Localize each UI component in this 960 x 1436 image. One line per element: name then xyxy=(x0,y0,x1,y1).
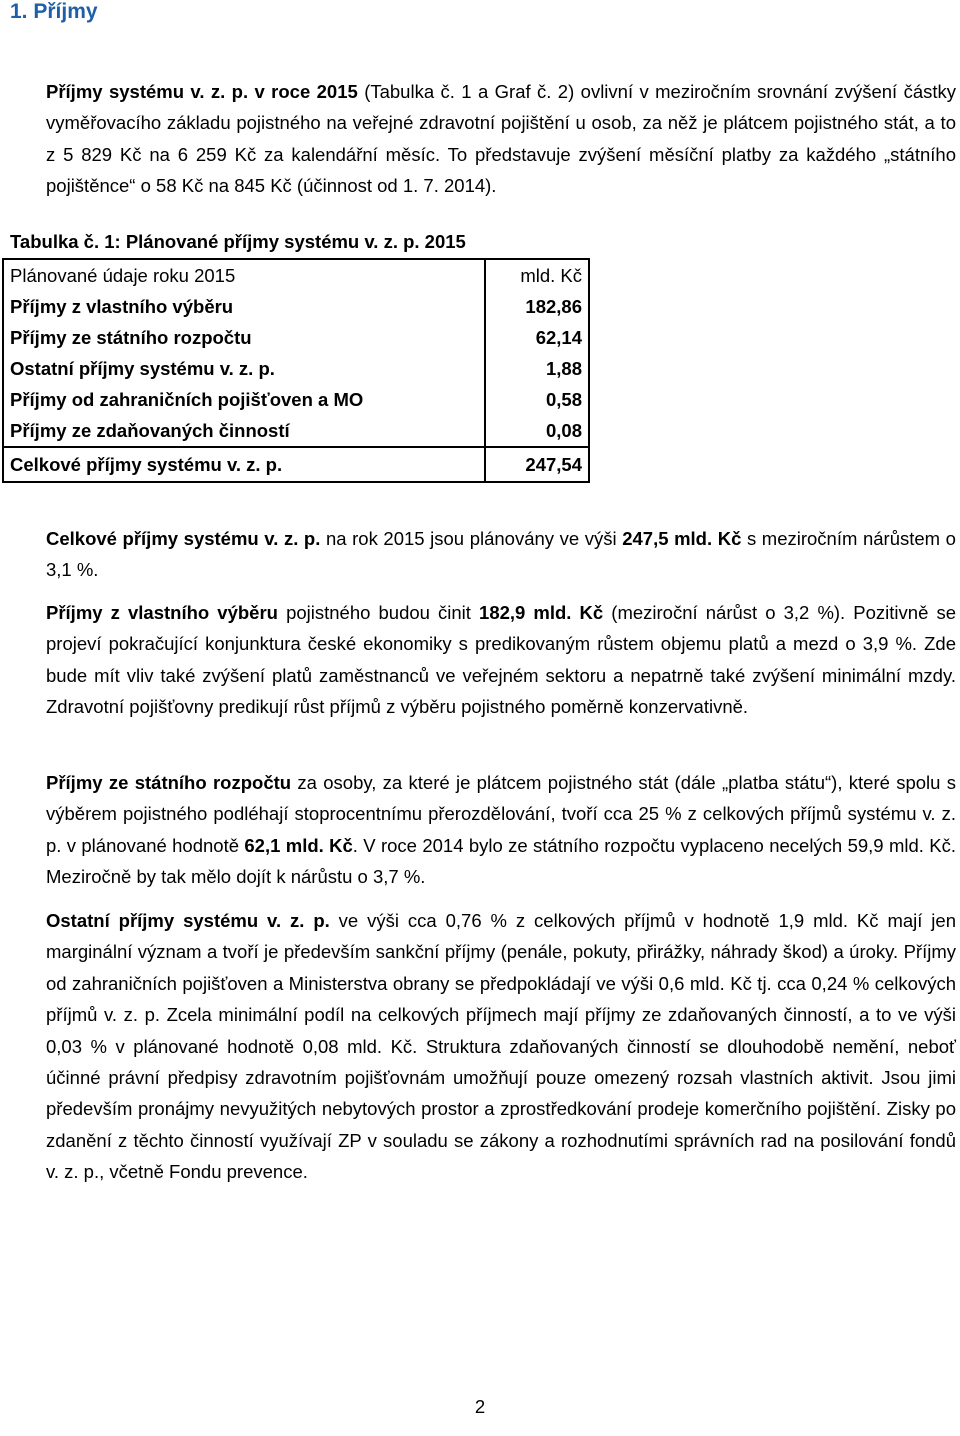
table-caption: Tabulka č. 1: Plánované příjmy systému v. z. p. 2015 xyxy=(10,231,466,252)
state-budget-paragraph xyxy=(10,767,956,893)
total-label: Celkové příjmy systému v. z. p. xyxy=(3,447,485,482)
table-row xyxy=(3,415,589,447)
row-label: Ostatní příjmy systému v. z. p. xyxy=(3,353,485,384)
page-number: 2 xyxy=(474,1396,486,1417)
intro-text: (Tabulka č. 1 a Graf č. 2) ovlivní v meziročním srovnání zvýšení částky vyměřovacího základu pojistného na veřejné zdravotní pojištění u osob, za něž je plátcem pojistného stát, a to z 5 829 Kč na 6 259 Kč za kalendářní měsíc. To představuje zvýšení měsíční platby za každého „státního pojištěnce“ o 58 Kč na 845 Kč (účinnost od 1. 7. 2014). xyxy=(46,81,957,197)
own-text-2: (meziroční nárůst o 3,2 %). Pozitivně se projeví pokračující konjunktura české ekonomiky s predikovaným růstem objemu platů a mezd o 3,9 %. Zde bude mít vliv také zvýšení platů zaměstnanců ve veřejném sektoru a nepatrně také zvýšení minimální mzdy. Zdravotní pojišťovny predikují růst příjmů z výběru pojistného poměrně konzervativně. xyxy=(46,602,956,718)
state-lead: Příjmy ze státního rozpočtu xyxy=(46,772,292,793)
row-value: 0,58 xyxy=(485,384,589,415)
section-heading: 1. Příjmy xyxy=(10,0,98,23)
table-row xyxy=(3,384,589,415)
total-value: 247,54 xyxy=(485,447,589,482)
total-paragraph xyxy=(10,523,956,586)
total-text-2: s meziročním nárůstem o 3,1 %. xyxy=(46,528,956,581)
own-lead: Příjmy z vlastního výběru xyxy=(46,602,278,623)
state-amount: 62,1 mld. Kč xyxy=(244,834,353,856)
other-lead: Ostatní příjmy systému v. z. p. xyxy=(46,910,330,931)
row-value: 0,08 xyxy=(485,415,589,447)
state-text-1: za osoby, za které je plátcem pojistného stát (dále „platba státu“), které spolu s výběrem pojistného podléhají stoprocentnímu přerozdělování, tvoří cca 25 % z celkových příjmů systému v. z. p. v plánované hodnotě xyxy=(46,772,956,856)
table-row xyxy=(3,353,589,384)
intro-lead: Příjmy systému v. z. p. v roce 2015 xyxy=(46,81,358,102)
other-revenue-paragraph xyxy=(10,905,956,1188)
revenue-table xyxy=(2,258,590,483)
own-amount: 182,9 mld. Kč xyxy=(479,602,604,623)
row-label: Příjmy ze zdaňovaných činností xyxy=(3,415,485,447)
row-label: Příjmy od zahraničních pojišťoven a MO xyxy=(3,384,485,415)
intro-paragraph xyxy=(10,76,956,202)
own-text-1: pojistného budou činit xyxy=(277,602,480,623)
state-text-2: . V roce 2014 bylo ze státního rozpočtu vyplaceno necelých 59,9 mld. Kč. Meziročně by tak mělo dojít k nárůstu o 3,7 %. xyxy=(46,834,956,888)
header-label: Plánované údaje roku 2015 xyxy=(3,259,485,291)
total-amount: 247,5 mld. Kč xyxy=(622,528,742,549)
header-unit: mld. Kč xyxy=(485,259,589,291)
row-value: 1,88 xyxy=(485,353,589,384)
table-row xyxy=(3,322,589,353)
total-lead: Celkové příjmy systému v. z. p. xyxy=(46,528,321,549)
row-label: Příjmy z vlastního výběru xyxy=(3,291,485,322)
own-collection-paragraph xyxy=(10,597,956,723)
table-row xyxy=(3,291,589,322)
row-value: 182,86 xyxy=(485,291,589,322)
table-total-row xyxy=(3,447,589,482)
other-text: ve výši cca 0,76 % z celkových příjmů v hodnotě 1,9 mld. Kč mají jen marginální význam a tvoří je především sankční příjmy (penále, pokuty, přirážky, náhrady škod) a úroky. Příjmy od zahraničních pojišťoven a Ministerstva obrany se předpokládají ve výši 0,6 mld. Kč tj. cca 0,24 % celkových příjmů v. z. p. Zcela minimální podíl na celkových příjmech mají příjmy ze zdaňovaných činností, a to ve výši 0,03 % v plánované hodnotě 0,08 mld. Kč. Struktura zdaňovaných činností se dlouhodobě nemění, neboť účinné právní předpisy zdravotním pojišťovnám umožňují pouze omezený rozsah vlastních aktivit. Jsou jimi především pronájmy nevyužitých nebytových prostor a zprostředkování prodeje komerčního pojištění. Zisky po zdanění z těchto činností využívají ZP v souladu se zákony a rozhodnutími správních rad na posilování fondů v. z. p., včetně Fondu prevence. xyxy=(46,910,956,1183)
row-label: Příjmy ze státního rozpočtu xyxy=(3,322,485,353)
row-value: 62,14 xyxy=(485,322,589,353)
table-header-row xyxy=(3,259,589,291)
total-text-1: na rok 2015 jsou plánovány ve výši xyxy=(320,528,623,549)
